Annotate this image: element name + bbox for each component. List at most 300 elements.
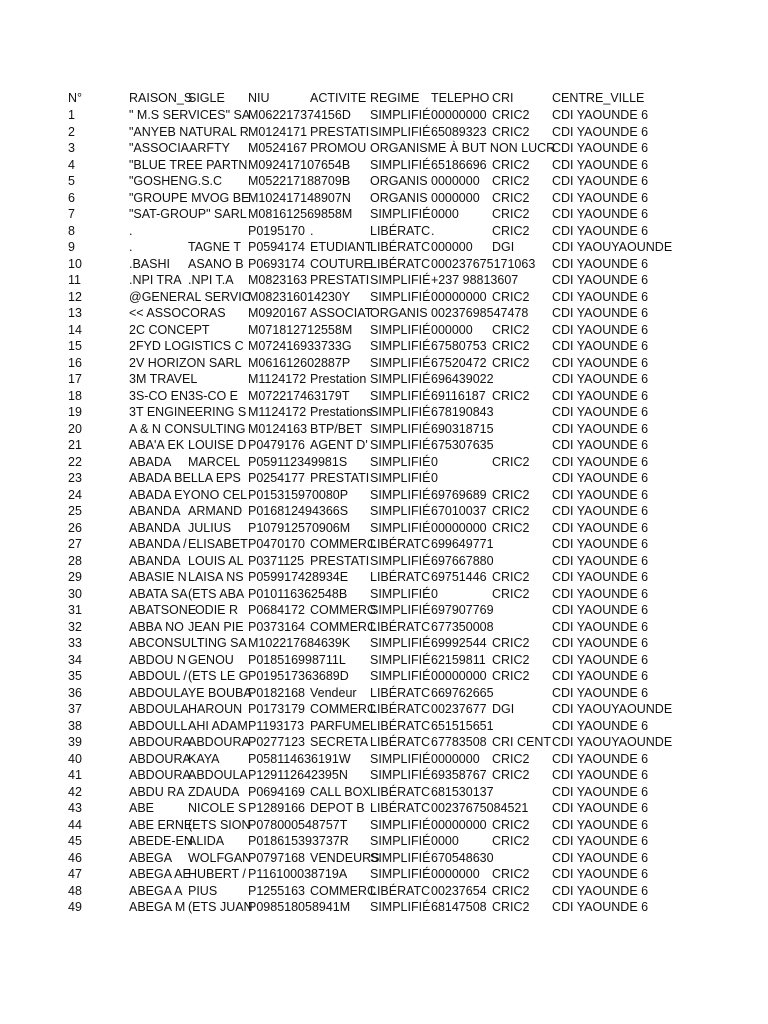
table-row (0, 404, 768, 421)
cell-activite (310, 899, 370, 916)
cell-regime: SIMPLIFIÉ (370, 520, 431, 535)
cell-centre: CDI YAOUNDE 6 (552, 834, 649, 848)
cell-niu: P0693174 (248, 256, 306, 271)
cell-centre: CDI YAOUNDE 6 (552, 570, 649, 584)
cell-sigle: ALIDA (188, 834, 225, 848)
cell-no: 34 (68, 652, 82, 667)
table-row (0, 553, 768, 570)
cell-telephone: 690318715 (431, 421, 494, 436)
cell-no: 10 (68, 256, 82, 271)
cell-regime: SIMPLIFIÉ (370, 339, 431, 353)
cell-activite (310, 635, 370, 652)
cell-regime: SIMPLIFIÉ (370, 157, 431, 172)
cell-no: 15 (68, 339, 82, 353)
cell-niu: M0920167 (248, 306, 308, 320)
cell-activite (310, 520, 370, 537)
cell-regime: SIMPLIFIÉ (370, 454, 431, 469)
cell-centre: CDI YAOUNDE 6 (552, 108, 649, 122)
cell-no: 48 (68, 883, 82, 898)
cell-niu: P015315970080P (248, 487, 349, 502)
cell-cri: CRIC2 (492, 570, 530, 584)
cell-cri (492, 536, 552, 553)
header-niu: NIU (248, 91, 270, 105)
cell-activite (310, 355, 370, 372)
cell-raison: ABADA BELLA EPS (129, 471, 241, 485)
cell-sigle (188, 124, 248, 141)
cell-cri (492, 800, 552, 817)
cell-raison: ABANDA (129, 504, 181, 518)
cell-raison: ABEGA AE (129, 867, 191, 881)
cell-raison: 3M TRAVEL (129, 372, 198, 386)
cell-centre: CDI YAOUNDE 6 (552, 124, 649, 139)
cell-regime: ORGANIS (370, 174, 428, 188)
cell-regime: LIBÉRATC (370, 784, 431, 799)
cell-no: 8 (68, 223, 75, 238)
cell-cri: DGI (492, 702, 515, 716)
cell-sigle: TAGNE T (188, 240, 242, 254)
cell-niu: P0594174 (248, 240, 306, 254)
cell-raison: ABANDA (129, 553, 181, 568)
cell-no: 23 (68, 471, 82, 485)
cell-activite (310, 157, 370, 174)
cell-telephone: 0000000 (431, 867, 480, 881)
cell-sigle: (ETS SION (188, 817, 251, 832)
cell-regime: SIMPLIFIÉ (370, 669, 431, 683)
cell-telephone: 000000 (431, 322, 473, 337)
cell-niu: P058114636191W (248, 751, 351, 766)
cell-regime: LIBÉRATC (370, 537, 431, 551)
header-row (0, 90, 768, 107)
cell-raison: ABANDA / (129, 537, 187, 551)
cell-cri (492, 272, 552, 289)
cell-centre: CDI YAOUNDE 6 (552, 685, 649, 700)
cell-cri: CRIC2 (492, 669, 530, 683)
cell-no: 4 (68, 157, 75, 172)
cell-activite (310, 668, 370, 685)
cell-niu: P0694169 (248, 784, 306, 799)
cell-no: 5 (68, 174, 75, 188)
cell-cri: CRIC2 (492, 108, 530, 122)
table-row (0, 190, 768, 207)
table-row (0, 520, 768, 537)
cell-cri (492, 602, 552, 619)
cell-centre: CDI YAOUNDE 6 (552, 883, 649, 898)
cell-telephone: . (431, 223, 435, 238)
cell-regime: SIMPLIFIÉ (370, 586, 431, 601)
cell-activite: Prestation (310, 372, 367, 386)
cell-cri: CRIC2 (492, 174, 530, 188)
table-row (0, 718, 768, 735)
table-row (0, 734, 768, 751)
cell-niu: M062217374156D (248, 108, 351, 122)
cell-centre: CDI YAOUNDE 6 (552, 817, 649, 832)
cell-activite: AGENT D' (310, 438, 368, 452)
table-row (0, 619, 768, 636)
cell-activite: ETUDIANT (310, 240, 373, 254)
cell-telephone: 0 (431, 586, 438, 601)
cell-raison: "ASSOCIAARFTY (129, 141, 230, 155)
cell-activite: PROMOU (310, 141, 367, 155)
cell-activite (310, 206, 370, 223)
cell-niu: M072217463179T (248, 388, 350, 403)
cell-regime: SIMPLIFIÉ (370, 603, 431, 617)
cell-activite (310, 569, 370, 586)
cell-no: 6 (68, 190, 75, 205)
cell-no: 31 (68, 603, 82, 617)
cell-centre: CDI YAOUYAOUNDE (552, 702, 673, 716)
cell-centre: CDI YAOUNDE 6 (552, 207, 649, 221)
cell-no: 19 (68, 405, 82, 419)
cell-niu: P0479176 (248, 438, 306, 452)
cell-niu: P1289166 (248, 801, 306, 815)
cell-sigle: HUBERT / (188, 867, 246, 881)
cell-sigle (188, 289, 248, 306)
cell-cri (492, 470, 552, 487)
cell-cri: CRIC2 (492, 817, 530, 832)
cell-cri: CRIC2 (492, 636, 530, 650)
table-row (0, 635, 768, 652)
cell-niu: P0797168 (248, 850, 306, 865)
table-row (0, 437, 768, 454)
table-row (0, 470, 768, 487)
cell-centre: CDI YAOUNDE 6 (552, 784, 649, 799)
header-sigle: SIGLE (188, 91, 225, 105)
cell-regime: LIBÉRATC (370, 801, 431, 815)
cell-cri (492, 256, 552, 273)
cell-activite (310, 767, 370, 784)
cell-cri: CRI CENT (492, 735, 552, 749)
cell-no: 25 (68, 504, 82, 518)
cell-raison: 2C CONCEPT (129, 322, 210, 337)
table-row (0, 817, 768, 834)
table-row (0, 586, 768, 603)
cell-regime: SIMPLIFIÉ (370, 834, 431, 848)
table-row (0, 767, 768, 784)
cell-telephone: 675307635 (431, 438, 494, 452)
cell-activite: BTP/BET (310, 421, 363, 436)
cell-regime: ORGANISME À BUT NON LUCR (370, 141, 556, 155)
cell-raison: 3S-CO EN (129, 388, 189, 403)
cell-sigle: ASANO B (188, 256, 244, 271)
cell-raison: ABDOURA (129, 735, 191, 749)
cell-activite (310, 190, 370, 207)
cell-no: 14 (68, 322, 82, 337)
cell-cri: CRIC2 (492, 652, 530, 667)
cell-centre: CDI YAOUNDE 6 (552, 289, 649, 304)
cell-no: 44 (68, 817, 82, 832)
cell-centre: CDI YAOUNDE 6 (552, 174, 649, 188)
cell-activite (310, 107, 370, 124)
cell-raison: @GENERAL SERVIC (129, 289, 251, 304)
cell-telephone: 00000000 (431, 289, 487, 304)
table-row (0, 338, 768, 355)
table-row (0, 289, 768, 306)
cell-activite: COMMERC (310, 619, 376, 634)
cell-telephone: 678190843 (431, 405, 494, 419)
cell-raison: ABADA (129, 454, 172, 469)
cell-raison: .BASHI (129, 256, 170, 271)
cell-regime: LIBÉRATC (370, 570, 431, 584)
table-row (0, 487, 768, 504)
cell-cri (492, 685, 552, 702)
table-row (0, 503, 768, 520)
cell-activite (310, 338, 370, 355)
cell-raison: 3T ENGINEERING S (129, 405, 247, 419)
cell-cri (492, 850, 552, 867)
cell-regime: LIBÉRATC (370, 619, 431, 634)
cell-activite: VENDEURS (310, 850, 380, 865)
cell-regime: SIMPLIFIÉ (370, 768, 431, 782)
cell-cri: CRIC2 (492, 487, 530, 502)
cell-sigle: G.S.C (188, 174, 223, 188)
cell-regime: SIMPLIFIÉ (370, 421, 431, 436)
cell-activite: PRESTATI (310, 124, 370, 139)
cell-centre: CDI YAOUNDE 6 (552, 768, 649, 782)
cell-sigle: MARCEL (188, 454, 241, 469)
cell-no: 37 (68, 702, 82, 716)
cell-raison: "SAT-GROUP" SARL (129, 207, 247, 221)
cell-centre: CDI YAOUNDE 6 (552, 520, 649, 535)
cell-telephone: 699649771 (431, 537, 494, 551)
cell-sigle: PIUS (188, 883, 218, 898)
cell-cri (492, 421, 552, 438)
cell-sigle (188, 190, 248, 207)
cell-niu: M102217684639K (248, 636, 351, 650)
cell-cri (492, 718, 552, 735)
cell-sigle (188, 371, 248, 388)
cell-sigle: JULIUS (188, 520, 232, 535)
cell-activite: CALL BOX (310, 784, 371, 799)
cell-regime: SIMPLIFIÉ (370, 438, 431, 452)
cell-no: 33 (68, 636, 82, 650)
cell-sigle (188, 404, 248, 421)
header-regime: REGIME (370, 91, 420, 105)
cell-sigle: ELISABET (188, 537, 248, 551)
cell-niu: P019517363689D (248, 669, 349, 683)
cell-centre: CDI YAOUNDE 6 (552, 256, 649, 271)
cell-niu: P018516998711L (248, 652, 346, 667)
cell-activite: ASSOCIAT (310, 306, 373, 320)
cell-centre: CDI YAOUNDE 6 (552, 487, 649, 502)
cell-niu: P1255163 (248, 883, 306, 898)
cell-telephone: 00000000 (431, 520, 487, 535)
cell-telephone: 00237675084521 (431, 801, 529, 815)
cell-regime: LIBÉRATC (370, 702, 431, 716)
table-row (0, 140, 768, 157)
cell-activite (310, 322, 370, 339)
cell-cri: CRIC2 (492, 883, 530, 898)
cell-regime: SIMPLIFIÉ (370, 553, 431, 568)
cell-niu: P010116362548B (248, 586, 348, 601)
cell-cri: CRIC2 (492, 124, 530, 139)
table-row (0, 454, 768, 471)
cell-centre: CDI YAOUNDE 6 (552, 141, 649, 155)
cell-centre: CDI YAOUYAOUNDE (552, 240, 673, 254)
cell-activite (310, 866, 370, 883)
table-row (0, 866, 768, 883)
cell-activite: DEPOT B (310, 801, 365, 815)
cell-telephone: 697907769 (431, 603, 494, 617)
cell-centre: CDI YAOUNDE 6 (552, 438, 649, 452)
cell-activite: . (310, 223, 314, 238)
cell-sigle: LOUISE D (188, 438, 247, 452)
cell-telephone: 67520472 (431, 355, 487, 370)
header-telephone: TELEPHO (431, 91, 490, 105)
table-row (0, 371, 768, 388)
cell-niu: P016812494366S (248, 504, 349, 518)
cell-regime: SIMPLIFIÉ (370, 289, 431, 304)
cell-telephone: 00000000 (431, 108, 487, 122)
cell-raison: 2FYD LOGISTICS C (129, 339, 244, 353)
cell-centre: CDI YAOUNDE 6 (552, 454, 649, 469)
cell-niu: P0182168 (248, 685, 306, 700)
cell-activite (310, 454, 370, 471)
table-row (0, 800, 768, 817)
cell-no: 20 (68, 421, 82, 436)
cell-sigle (188, 107, 248, 124)
cell-cri: CRIC2 (492, 751, 530, 766)
table-row (0, 668, 768, 685)
table-row (0, 322, 768, 339)
cell-telephone: 69116187 (431, 388, 486, 403)
cell-no: 32 (68, 619, 82, 634)
cell-centre: CDI YAOUNDE 6 (552, 900, 649, 914)
cell-cri (492, 553, 552, 570)
cell-centre: CDI YAOUNDE 6 (552, 850, 649, 865)
cell-telephone: 651515651 (431, 718, 494, 733)
cell-raison: " M.S SERVICES" SA (129, 108, 251, 122)
cell-telephone: 0000 (431, 834, 459, 848)
cell-niu: M0124163 (248, 421, 308, 436)
cell-niu: M0124171 (248, 124, 308, 139)
cell-niu: M0823163 (248, 273, 308, 287)
cell-telephone: +237 98813607 (431, 273, 519, 287)
cell-sigle (188, 635, 248, 652)
cell-niu: P018615393737R (248, 834, 349, 848)
cell-sigle (188, 421, 248, 438)
table-row (0, 652, 768, 669)
cell-centre: CDI YAOUNDE 6 (552, 537, 649, 551)
table-row (0, 107, 768, 124)
cell-centre: CDI YAOUNDE 6 (552, 339, 649, 353)
cell-regime: SIMPLIFIÉ (370, 900, 431, 914)
cell-telephone: 62159811 (431, 652, 486, 667)
cell-telephone: 0000 (431, 207, 459, 221)
cell-niu: P0195170 (248, 223, 306, 238)
cell-no: 21 (68, 438, 82, 452)
table-row (0, 784, 768, 801)
cell-niu: P0470170 (248, 537, 306, 551)
cell-no: 28 (68, 553, 82, 568)
cell-cri: DGI (492, 240, 515, 254)
table-row (0, 124, 768, 141)
cell-cri: CRIC2 (492, 339, 530, 353)
cell-niu: M061612602887P (248, 355, 351, 370)
cell-niu: P059917428934E (248, 570, 349, 584)
cell-no: 35 (68, 669, 82, 683)
table-row (0, 223, 768, 240)
cell-niu: P0173179 (248, 702, 306, 716)
cell-niu: P107912570906M (248, 520, 351, 535)
cell-no: 17 (68, 372, 82, 386)
cell-regime: LIBÉRATC (370, 883, 431, 898)
cell-cri: CRIC2 (492, 207, 530, 221)
cell-sigle: ZDAUDA (188, 784, 240, 799)
cell-regime: SIMPLIFIÉ (370, 487, 431, 502)
cell-cri: CRIC2 (492, 504, 530, 518)
cell-raison: ABDOURA (129, 768, 191, 782)
cell-regime: ORGANIS (370, 190, 428, 205)
cell-telephone: 696439022 (431, 372, 494, 386)
cell-centre: CDI YAOUNDE 6 (552, 471, 649, 485)
cell-raison: "GOSHEN (129, 174, 188, 188)
cell-telephone: 65089323 (431, 124, 487, 139)
header-raison: RAISON_S (129, 91, 193, 105)
cell-niu: M092417107654B (248, 157, 351, 172)
cell-cri: CRIC2 (492, 322, 530, 337)
cell-telephone: 69992544 (431, 636, 487, 650)
cell-no: 9 (68, 240, 75, 254)
cell-activite (310, 173, 370, 190)
cell-telephone: 0 (431, 454, 438, 469)
table-row (0, 239, 768, 256)
cell-sigle (188, 157, 248, 174)
table-row (0, 569, 768, 586)
cell-no: 30 (68, 586, 82, 601)
cell-regime: SIMPLIFIÉ (370, 471, 431, 485)
cell-regime: ORGANIS (370, 306, 428, 320)
cell-no: 18 (68, 388, 82, 403)
cell-raison: .NPI TRA (129, 273, 182, 287)
cell-raison: ABANDA (129, 520, 181, 535)
cell-telephone: 67783508 (431, 735, 487, 749)
cell-regime: SIMPLIFIÉ (370, 207, 431, 221)
cell-regime: SIMPLIFIÉ (370, 124, 431, 139)
cell-niu: P0254177 (248, 471, 306, 485)
cell-activite: Vendeur (310, 685, 357, 700)
cell-activite: COMMERC (310, 603, 376, 617)
cell-telephone: 69769689 (431, 487, 487, 502)
cell-sigle (188, 487, 248, 504)
cell-cri: CRIC2 (492, 157, 530, 172)
cell-cri (492, 371, 552, 388)
cell-regime: SIMPLIFIÉ (370, 322, 431, 337)
table-row (0, 272, 768, 289)
cell-niu: M071812712558M (248, 322, 353, 337)
cell-activite: PRESTATI (310, 553, 370, 568)
cell-raison: ABEDE-EN (129, 834, 193, 848)
cell-raison: ABCONSULTING SA (129, 636, 247, 650)
cell-raison: ABDOULAYE BOUBA (129, 685, 252, 700)
cell-telephone: 0000000 (431, 751, 480, 766)
cell-centre: CDI YAOUNDE 6 (552, 751, 649, 766)
cell-centre: CDI YAOUNDE 6 (552, 586, 649, 601)
cell-raison: ABBA NO (129, 619, 184, 634)
cell-cri (492, 784, 552, 801)
cell-niu: P098518058941M (248, 900, 351, 914)
cell-no: 29 (68, 570, 82, 584)
cell-telephone: 67580753 (431, 339, 487, 353)
cell-no: 11 (68, 273, 81, 287)
cell-centre: CDI YAOUNDE 6 (552, 867, 649, 881)
cell-raison: << ASSOCORAS (129, 306, 226, 320)
cell-no: 43 (68, 801, 82, 815)
cell-regime: SIMPLIFIÉ (370, 867, 431, 881)
cell-raison: . (129, 240, 133, 254)
cell-centre: CDI YAOUNDE 6 (552, 388, 649, 403)
cell-regime: SIMPLIFIÉ (370, 355, 431, 370)
cell-sigle: LAISA NS (188, 570, 244, 584)
